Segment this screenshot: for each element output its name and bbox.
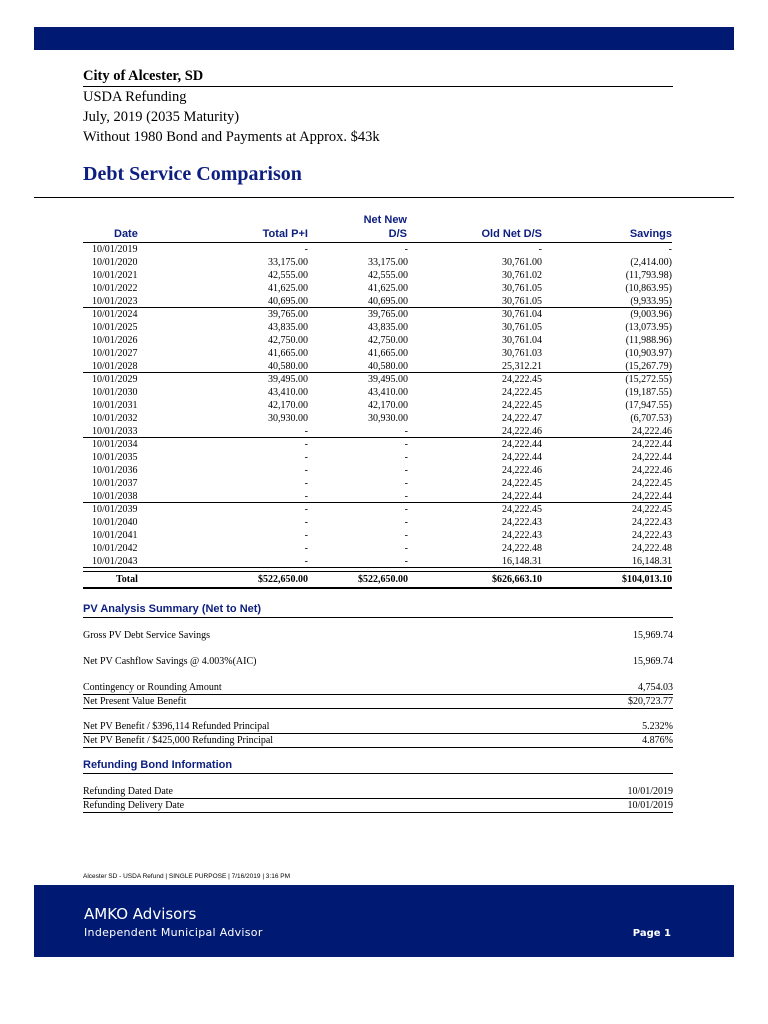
row-date: 10/01/2029 [92, 374, 138, 385]
total-total: $522,650.00 [258, 574, 308, 585]
pv-ref2-label: Net PV Benefit / $425,000 Refunding Principal [83, 735, 274, 746]
bond-dated-value: 10/01/2019 [627, 786, 673, 797]
row-net: 30,930.00 [368, 413, 408, 424]
row-old: 24,222.47 [502, 413, 542, 424]
row-savings: 24,222.48 [632, 543, 672, 554]
row-date: 10/01/2025 [92, 322, 138, 333]
table-row [83, 425, 672, 438]
row-net: 43,410.00 [368, 387, 408, 398]
row-savings: 16,148.31 [632, 556, 672, 567]
table-row [83, 477, 672, 490]
row-date: 10/01/2019 [92, 244, 138, 255]
row-savings: (15,272.55) [625, 374, 672, 385]
row-savings: (2,414.00) [630, 257, 672, 268]
row-savings: (15,267.79) [625, 361, 672, 372]
col-net-new [364, 213, 407, 241]
table-row [83, 503, 672, 516]
row-old: 24,222.45 [502, 478, 542, 489]
table-row [83, 347, 672, 360]
row-savings: (10,903.97) [625, 348, 672, 359]
row-net: 39,765.00 [368, 309, 408, 320]
pv-row-gross [83, 629, 673, 642]
row-total: - [304, 465, 308, 476]
row-old: 24,222.43 [502, 530, 542, 541]
row-total: 43,410.00 [268, 387, 308, 398]
pv-cont-label: Contingency or Rounding Amount [83, 682, 222, 693]
document-page [34, 27, 734, 957]
row-savings: 24,222.45 [632, 504, 672, 515]
row-savings: (9,933.95) [630, 296, 672, 307]
row-old: 24,222.44 [502, 452, 542, 463]
bond-delivery-label: Refunding Delivery Date [83, 800, 185, 811]
row-savings: - [668, 244, 672, 255]
row-total: 33,175.00 [268, 257, 308, 268]
row-date: 10/01/2023 [92, 296, 138, 307]
table-row [83, 269, 672, 282]
row-old: 30,761.02 [502, 270, 542, 281]
row-total: 40,695.00 [268, 296, 308, 307]
row-date: 10/01/2035 [92, 452, 138, 463]
row-net: - [404, 504, 408, 515]
table-row [83, 308, 672, 321]
row-total: - [304, 478, 308, 489]
row-date: 10/01/2033 [92, 426, 138, 437]
row-date: 10/01/2036 [92, 465, 138, 476]
row-savings: 24,222.44 [632, 452, 672, 463]
row-old: 30,761.05 [502, 283, 542, 294]
table-row [83, 334, 672, 347]
row-total: - [304, 504, 308, 515]
row-total: 42,555.00 [268, 270, 308, 281]
pv-row-npv [83, 695, 673, 709]
firm-tagline: Independent Municipal Advisor [84, 926, 263, 939]
table-row [83, 438, 672, 451]
row-total: - [304, 543, 308, 554]
table-row [83, 321, 672, 334]
table-row [83, 464, 672, 477]
row-net: - [404, 530, 408, 541]
pv-row-refunding [83, 734, 673, 748]
debt-service-table [83, 213, 672, 589]
table-row [83, 412, 672, 425]
row-old: 24,222.44 [502, 491, 542, 502]
row-old: 30,761.05 [502, 296, 542, 307]
top-banner [34, 27, 734, 50]
table-row [83, 516, 672, 529]
row-date: 10/01/2027 [92, 348, 138, 359]
row-old: 24,222.45 [502, 504, 542, 515]
row-old: 24,222.46 [502, 465, 542, 476]
row-savings: (17,947.55) [625, 400, 672, 411]
row-net: 40,580.00 [368, 361, 408, 372]
client-name: City of Alcester, SD [83, 67, 673, 87]
report-header [83, 67, 673, 186]
row-old: 25,312.21 [502, 361, 542, 372]
table-header [83, 213, 672, 243]
row-date: 10/01/2039 [92, 504, 138, 515]
table-row [83, 282, 672, 295]
row-net: - [404, 244, 408, 255]
pv-net-label: Net PV Cashflow Savings @ 4.003%(AIC) [83, 656, 257, 667]
row-net: - [404, 465, 408, 476]
table-row [83, 451, 672, 464]
col-date: Date [114, 228, 138, 240]
col-old: Old Net D/S [481, 228, 542, 240]
row-net: - [404, 452, 408, 463]
row-total: 30,930.00 [268, 413, 308, 424]
subtitle-line-3: Without 1980 Bond and Payments at Approx. $43k [83, 129, 380, 145]
footer-banner [34, 885, 734, 957]
page-number: Page 1 [632, 928, 671, 939]
table-row [83, 542, 672, 555]
pv-ref1-value: 5.232% [642, 721, 673, 732]
total-label: Total [116, 574, 138, 585]
pv-row-net [83, 655, 673, 668]
row-savings: 24,222.44 [632, 439, 672, 450]
table-row [83, 555, 672, 568]
row-old: 24,222.45 [502, 374, 542, 385]
row-net: 42,750.00 [368, 335, 408, 346]
row-old: 24,222.45 [502, 400, 542, 411]
row-date: 10/01/2034 [92, 439, 138, 450]
row-total: 41,665.00 [268, 348, 308, 359]
row-savings: 24,222.43 [632, 530, 672, 541]
row-date: 10/01/2028 [92, 361, 138, 372]
row-total: - [304, 426, 308, 437]
col-savings: Savings [629, 228, 672, 240]
row-old: 16,148.31 [502, 556, 542, 567]
table-row [83, 490, 672, 503]
total-savings: $104,013.10 [622, 574, 672, 585]
row-old: 30,761.05 [502, 322, 542, 333]
row-net: - [404, 517, 408, 528]
row-date: 10/01/2041 [92, 530, 138, 541]
pv-npv-label: Net Present Value Benefit [83, 696, 187, 707]
row-net: 41,625.00 [368, 283, 408, 294]
row-old: 24,222.44 [502, 439, 542, 450]
row-savings: 24,222.45 [632, 478, 672, 489]
row-total: - [304, 530, 308, 541]
row-date: 10/01/2042 [92, 543, 138, 554]
row-total: 40,580.00 [268, 361, 308, 372]
row-old: 30,761.00 [502, 257, 542, 268]
row-total: 42,750.00 [268, 335, 308, 346]
row-date: 10/01/2031 [92, 400, 138, 411]
row-net: - [404, 491, 408, 502]
bond-dated-label: Refunding Dated Date [83, 786, 173, 797]
row-net: - [404, 478, 408, 489]
pv-ref1-label: Net PV Benefit / $396,114 Refunded Principal [83, 721, 270, 732]
row-total: 39,765.00 [268, 309, 308, 320]
row-date: 10/01/2032 [92, 413, 138, 424]
row-old: 24,222.43 [502, 517, 542, 528]
pv-row-refunded [83, 720, 673, 734]
pv-gross-label: Gross PV Debt Service Savings [83, 630, 211, 641]
row-old: 30,761.04 [502, 309, 542, 320]
row-savings: (6,707.53) [630, 413, 672, 424]
table-row [83, 256, 672, 269]
row-net: - [404, 426, 408, 437]
row-net: - [404, 543, 408, 554]
row-date: 10/01/2020 [92, 257, 138, 268]
row-net: 41,665.00 [368, 348, 408, 359]
row-savings: (19,187.55) [625, 387, 672, 398]
row-total: - [304, 517, 308, 528]
firm-name: AMKO Advisors [84, 905, 197, 923]
row-old: - [538, 244, 542, 255]
table-row [83, 529, 672, 542]
row-savings: (9,003.96) [630, 309, 672, 320]
row-date: 10/01/2022 [92, 283, 138, 294]
row-old: 24,222.46 [502, 426, 542, 437]
row-date: 10/01/2030 [92, 387, 138, 398]
pv-ref2-value: 4.876% [642, 735, 673, 746]
table-body [83, 243, 672, 568]
row-date: 10/01/2037 [92, 478, 138, 489]
footnote: Alcester SD - USDA Refund | SINGLE PURPOSE | 7/16/2019 | 3:16 PM [83, 873, 291, 880]
pv-gross-value: 15,969.74 [633, 630, 673, 641]
row-net: - [404, 556, 408, 567]
row-date: 10/01/2021 [92, 270, 138, 281]
row-old: 24,222.45 [502, 387, 542, 398]
row-total: 41,625.00 [268, 283, 308, 294]
row-net: - [404, 439, 408, 450]
table-row [83, 386, 672, 399]
col-total: Total P+I [262, 228, 308, 240]
row-total: - [304, 491, 308, 502]
subtitle-line-2: July, 2019 (2035 Maturity) [83, 109, 240, 125]
pv-section-heading: PV Analysis Summary (Net to Net) [83, 603, 673, 618]
row-total: 42,170.00 [268, 400, 308, 411]
report-title: Debt Service Comparison [83, 163, 302, 185]
row-total: 43,835.00 [268, 322, 308, 333]
row-old: 30,761.03 [502, 348, 542, 359]
pv-npv-value: $20,723.77 [628, 696, 673, 707]
row-savings: (13,073.95) [625, 322, 672, 333]
pv-row-contingency [83, 681, 673, 695]
total-old: $626,663.10 [492, 574, 542, 585]
col-net-new-line2: D/S [388, 228, 407, 240]
table-row [83, 360, 672, 373]
row-savings: (11,988.96) [625, 335, 672, 346]
row-old: 30,761.04 [502, 335, 542, 346]
bond-delivery-value: 10/01/2019 [627, 800, 673, 811]
row-date: 10/01/2026 [92, 335, 138, 346]
table-row [83, 243, 672, 256]
pv-cont-value: 4,754.03 [638, 682, 673, 693]
pv-net-value: 15,969.74 [633, 656, 673, 667]
row-old: 24,222.48 [502, 543, 542, 554]
row-savings: 24,222.44 [632, 491, 672, 502]
bond-section-heading: Refunding Bond Information [83, 759, 673, 774]
col-net-new-line1: Net New [363, 214, 407, 226]
row-date: 10/01/2024 [92, 309, 138, 320]
row-total: - [304, 452, 308, 463]
row-total: - [304, 439, 308, 450]
total-net: $522,650.00 [358, 574, 408, 585]
row-date: 10/01/2043 [92, 556, 138, 567]
table-row [83, 373, 672, 386]
table-total-row [83, 571, 672, 589]
row-net: 42,555.00 [368, 270, 408, 281]
row-savings: (10,863.95) [625, 283, 672, 294]
row-net: 40,695.00 [368, 296, 408, 307]
bond-row-delivery [83, 799, 673, 813]
table-row [83, 399, 672, 412]
row-date: 10/01/2040 [92, 517, 138, 528]
row-net: 33,175.00 [368, 257, 408, 268]
row-net: 39,495.00 [368, 374, 408, 385]
bond-row-dated [83, 785, 673, 799]
row-savings: (11,793.98) [625, 270, 672, 281]
row-date: 10/01/2038 [92, 491, 138, 502]
row-net: 43,835.00 [368, 322, 408, 333]
subtitle-line-1: USDA Refunding [83, 89, 187, 105]
row-total: - [304, 244, 308, 255]
row-total: 39,495.00 [268, 374, 308, 385]
row-savings: 24,222.43 [632, 517, 672, 528]
row-savings: 24,222.46 [632, 465, 672, 476]
table-row [83, 295, 672, 308]
row-total: - [304, 556, 308, 567]
header-divider [34, 197, 734, 198]
row-net: 42,170.00 [368, 400, 408, 411]
row-savings: 24,222.46 [632, 426, 672, 437]
